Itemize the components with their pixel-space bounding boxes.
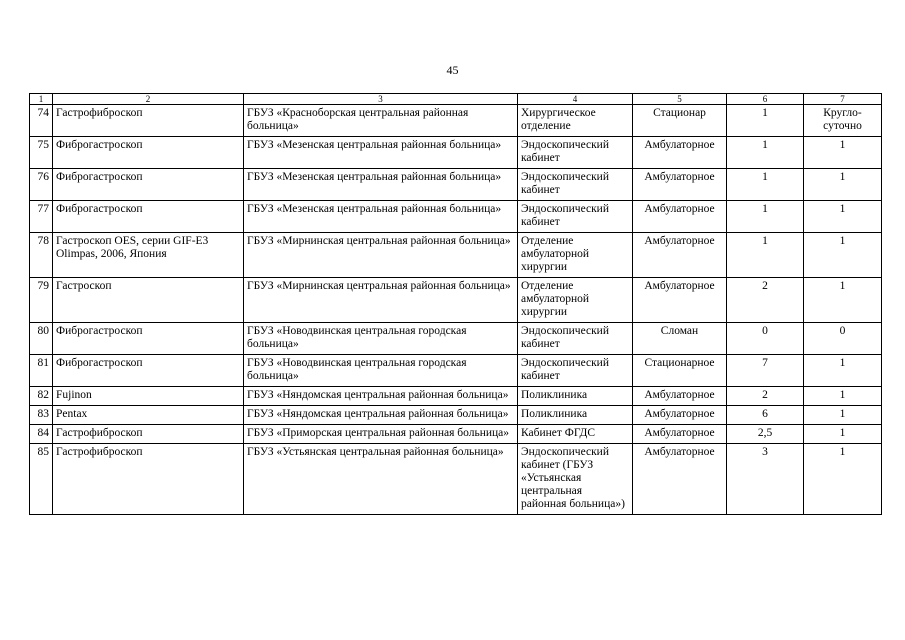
care-type-cell: Амбулаторное: [633, 387, 727, 406]
unit-cell: Отделение амбулаторной хирургии: [518, 233, 633, 278]
column-number: 3: [244, 94, 518, 105]
table-row: [30, 355, 882, 387]
table-row: [30, 425, 882, 444]
row-number-cell: 80: [30, 323, 53, 355]
device-cell: Фиброгастроскоп: [53, 323, 244, 355]
unit-cell: Хирургическое отделение: [518, 105, 633, 137]
care-type-cell: Амбулаторное: [633, 425, 727, 444]
device-cell: Fujinon: [53, 387, 244, 406]
care-type-cell: Амбулаторное: [633, 233, 727, 278]
care-type-cell: Амбулаторное: [633, 169, 727, 201]
table-body: [30, 94, 882, 515]
quantity-cell: 3: [727, 444, 804, 515]
unit-cell: Отделение амбулаторной хирургии: [518, 278, 633, 323]
care-type-cell: Амбулаторное: [633, 406, 727, 425]
quantity-cell: 1: [727, 137, 804, 169]
quantity-cell: 0: [727, 323, 804, 355]
row-number-cell: 76: [30, 169, 53, 201]
care-type-cell: Стационарное: [633, 355, 727, 387]
column-number: 6: [727, 94, 804, 105]
shifts-cell: 1: [804, 355, 882, 387]
unit-cell: Эндоскопический кабинет: [518, 169, 633, 201]
shifts-cell: Кругло- суточно: [804, 105, 882, 137]
row-number-cell: 79: [30, 278, 53, 323]
equipment-table: [29, 93, 882, 515]
device-cell: Гастрофиброскоп: [53, 105, 244, 137]
column-number: 5: [633, 94, 727, 105]
shifts-cell: 1: [804, 387, 882, 406]
care-type-cell: Стационар: [633, 105, 727, 137]
row-number-cell: 78: [30, 233, 53, 278]
facility-cell: ГБУЗ «Новодвинская центральная городская больница»: [244, 355, 518, 387]
quantity-cell: 2,5: [727, 425, 804, 444]
quantity-cell: 2: [727, 387, 804, 406]
care-type-cell: Амбулаторное: [633, 444, 727, 515]
device-cell: Гастрофиброскоп: [53, 425, 244, 444]
table-row: [30, 169, 882, 201]
row-number-cell: 85: [30, 444, 53, 515]
column-number: 7: [804, 94, 882, 105]
care-type-cell: Амбулаторное: [633, 137, 727, 169]
row-number-cell: 84: [30, 425, 53, 444]
facility-cell: ГБУЗ «Красноборская центральная районная больница»: [244, 105, 518, 137]
row-number-cell: 81: [30, 355, 53, 387]
unit-cell: Эндоскопический кабинет: [518, 323, 633, 355]
row-number-cell: 83: [30, 406, 53, 425]
shifts-cell: 1: [804, 278, 882, 323]
shifts-cell: 1: [804, 425, 882, 444]
facility-cell: ГБУЗ «Новодвинская центральная городская больница»: [244, 323, 518, 355]
facility-cell: ГБУЗ «Приморская центральная районная больница»: [244, 425, 518, 444]
shifts-cell: 1: [804, 406, 882, 425]
quantity-cell: 6: [727, 406, 804, 425]
device-cell: Фиброгастроскоп: [53, 137, 244, 169]
row-number-cell: 77: [30, 201, 53, 233]
column-number: 4: [518, 94, 633, 105]
facility-cell: ГБУЗ «Мезенская центральная районная больница»: [244, 169, 518, 201]
facility-cell: ГБУЗ «Няндомская центральная районная больница»: [244, 387, 518, 406]
device-cell: Гастроскоп: [53, 278, 244, 323]
unit-cell: Эндоскопический кабинет: [518, 355, 633, 387]
row-number-cell: 75: [30, 137, 53, 169]
table-row: [30, 137, 882, 169]
table-row: [30, 406, 882, 425]
quantity-cell: 7: [727, 355, 804, 387]
table-row: [30, 387, 882, 406]
care-type-cell: Амбулаторное: [633, 278, 727, 323]
device-cell: Pentax: [53, 406, 244, 425]
quantity-cell: 1: [727, 201, 804, 233]
shifts-cell: 1: [804, 444, 882, 515]
shifts-cell: 1: [804, 233, 882, 278]
quantity-cell: 1: [727, 105, 804, 137]
table-row: [30, 323, 882, 355]
page-number: 45: [446, 63, 459, 77]
row-number-cell: 74: [30, 105, 53, 137]
facility-cell: ГБУЗ «Мирнинская центральная районная больница»: [244, 233, 518, 278]
facility-cell: ГБУЗ «Мирнинская центральная районная больница»: [244, 278, 518, 323]
device-cell: Фиброгастроскоп: [53, 355, 244, 387]
table-row: [30, 233, 882, 278]
quantity-cell: 2: [727, 278, 804, 323]
facility-cell: ГБУЗ «Мезенская центральная районная больница»: [244, 201, 518, 233]
unit-cell: Поликлиника: [518, 406, 633, 425]
unit-cell: Кабинет ФГДС: [518, 425, 633, 444]
unit-cell: Поликлиника: [518, 387, 633, 406]
quantity-cell: 1: [727, 233, 804, 278]
care-type-cell: Сломан: [633, 323, 727, 355]
shifts-cell: 1: [804, 201, 882, 233]
facility-cell: ГБУЗ «Няндомская центральная районная больница»: [244, 406, 518, 425]
device-cell: Гастрофиброскоп: [53, 444, 244, 515]
shifts-cell: 0: [804, 323, 882, 355]
device-cell: Гастроскоп OES, серии GIF-E3 Olimpas, 2006, Япония: [53, 233, 244, 278]
device-cell: Фиброгастроскоп: [53, 201, 244, 233]
table-row: [30, 105, 882, 137]
facility-cell: ГБУЗ «Мезенская центральная районная больница»: [244, 137, 518, 169]
unit-cell: Эндоскопический кабинет: [518, 201, 633, 233]
column-number: 1: [30, 94, 53, 105]
column-number-row: [30, 94, 882, 105]
unit-cell: Эндоскопический кабинет: [518, 137, 633, 169]
column-number: 2: [53, 94, 244, 105]
shifts-cell: 1: [804, 137, 882, 169]
table-row: [30, 278, 882, 323]
facility-cell: ГБУЗ «Устьянская центральная районная больница»: [244, 444, 518, 515]
device-cell: Фиброгастроскоп: [53, 169, 244, 201]
unit-cell: Эндоскопический кабинет (ГБУЗ «Устьянская центральная районная больница»): [518, 444, 633, 515]
table-row: [30, 201, 882, 233]
row-number-cell: 82: [30, 387, 53, 406]
table-row: [30, 444, 882, 515]
quantity-cell: 1: [727, 169, 804, 201]
care-type-cell: Амбулаторное: [633, 201, 727, 233]
shifts-cell: 1: [804, 169, 882, 201]
